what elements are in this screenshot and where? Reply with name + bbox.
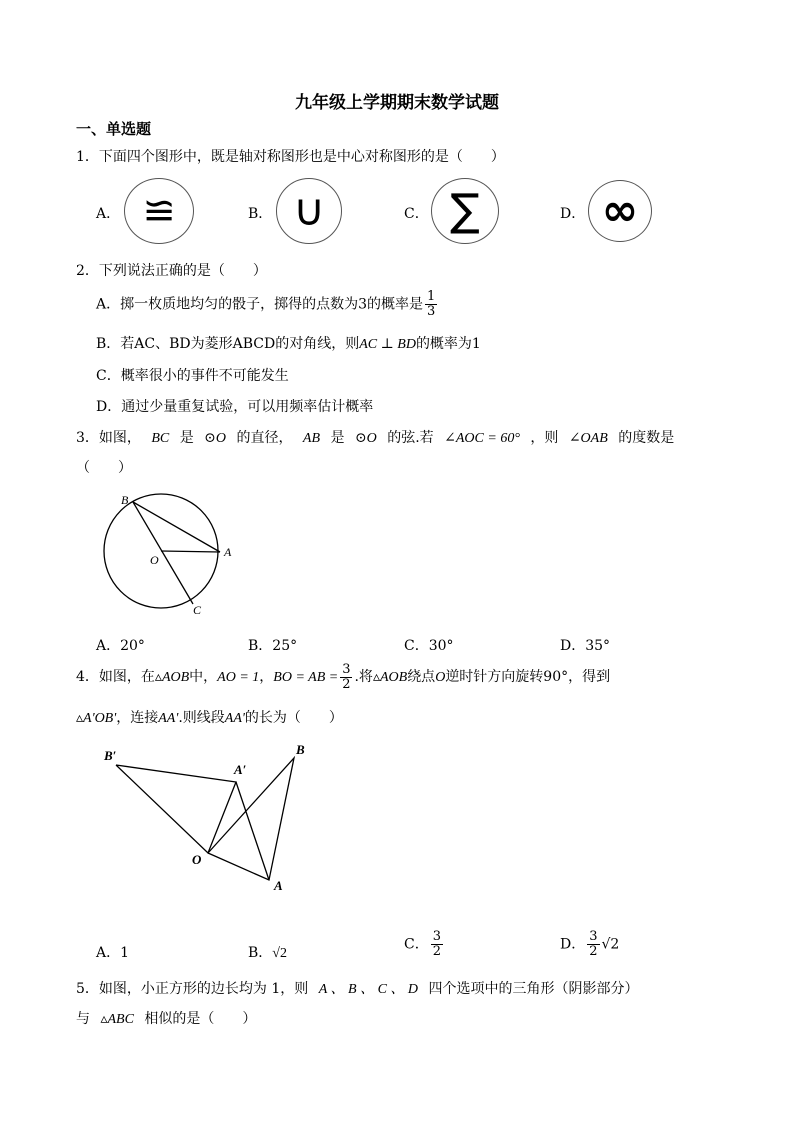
- q4-option-d-root: √2: [601, 936, 620, 953]
- q1-option-c-symbol: ∑: [450, 185, 480, 236]
- triangle-a-prime-o-b-prime: [116, 765, 236, 853]
- q4-math-tri-aob-2: ▵AOB: [372, 670, 408, 685]
- fraction-denominator: 2: [432, 944, 441, 959]
- fraction-denominator: 2: [589, 944, 598, 959]
- q4-math-bo-ab: BO = AB =: [273, 670, 339, 685]
- label-a-prime: A′: [234, 762, 247, 777]
- q1-option-b-label: B．: [248, 206, 273, 222]
- q3-text-3: 的直径，: [236, 430, 293, 446]
- q3-answer-paren: （ ）: [76, 460, 132, 476]
- question-2-stem: 2．下列说法正确的是（ ）: [76, 263, 267, 279]
- chord-ab: [133, 502, 220, 552]
- q3-math-circle-o: ⊙O: [204, 431, 227, 446]
- union-symbol-icon: [276, 178, 342, 244]
- q4-option-b-label: B．: [248, 945, 273, 961]
- q5-text-1: 5．如图，小正方形的边长均为 1，则: [76, 981, 309, 997]
- fraction-numerator: 3: [589, 929, 598, 944]
- q5-text-4: 相似的是（ ）: [144, 1011, 257, 1027]
- q3-text-1: 3．如图，: [76, 430, 141, 446]
- label-b: B: [121, 493, 129, 507]
- q5-math-tri-abc: ▵ABC: [100, 1012, 134, 1027]
- fraction-denominator: 2: [342, 676, 351, 692]
- q1-option-c-label: C．: [404, 206, 429, 222]
- label-o: O: [150, 553, 159, 567]
- q4-rotation-figure: [96, 738, 326, 898]
- page-title: 九年级上学期期末数学试题: [295, 93, 499, 113]
- infinity-symbol-icon: [588, 180, 652, 242]
- q4-text-7: ，连接: [116, 710, 159, 726]
- q3-text-2: 是: [179, 430, 194, 446]
- question-4-stem: [76, 662, 610, 693]
- label-o: O: [192, 852, 202, 867]
- q4-math-tri-aob-prime: ▵A'OB': [76, 711, 117, 726]
- q1-option-d-symbol: ∞: [601, 185, 639, 236]
- q3-text-5: 的弦.若: [387, 430, 434, 446]
- q3-circle-figure: [96, 488, 246, 618]
- label-c: C: [193, 603, 202, 617]
- q3-text-7: 的度数是: [618, 430, 675, 446]
- q1-option-a-symbol: ≌: [142, 188, 176, 234]
- q4-text-5: 绕点: [407, 669, 436, 685]
- diameter-bc: [133, 502, 193, 604]
- fraction-denominator: 3: [427, 304, 436, 319]
- q4-option-d-label: D．: [560, 936, 586, 953]
- segment-aa-prime: [236, 782, 269, 880]
- radius-oa: [161, 551, 220, 552]
- q4-option-d: [560, 930, 619, 959]
- q4-math-aa-prime-2: AA': [224, 711, 245, 726]
- question-4-stem-line2: [76, 707, 343, 727]
- q5-text-3: 与: [76, 1011, 90, 1027]
- fraction: [340, 663, 352, 692]
- q2-option-b-math: AC ⊥ BD: [359, 337, 416, 352]
- congruent-symbol-icon: [124, 178, 194, 244]
- q3-math-ab: AB: [302, 431, 321, 446]
- q3-math-circle-o-2: ⊙O: [354, 431, 377, 446]
- q4-math-tri-aob: ▵AOB: [154, 670, 190, 685]
- fraction-numerator: 3: [342, 661, 351, 677]
- q4-option-a: A．1: [96, 945, 130, 961]
- question-3-stem: [76, 427, 674, 447]
- q5-math-letters: A 、 B 、 C 、 D: [318, 982, 419, 997]
- q4-text-8: .则线段: [178, 710, 225, 726]
- question-5-stem-line2: [76, 1008, 256, 1028]
- q4-text-6: 逆时针方向旋转90°，得到: [445, 669, 611, 685]
- q4-text-1: 4．如图，在: [76, 669, 155, 685]
- section-heading: 一、单选题: [76, 120, 152, 138]
- fraction: [425, 290, 437, 319]
- q4-math-aa-prime: AA': [158, 711, 179, 726]
- sigma-symbol-icon: [431, 178, 499, 244]
- fraction-numerator: 1: [427, 289, 436, 304]
- q3-math-bc: BC: [151, 431, 170, 446]
- q4-option-c-label: C．: [404, 936, 429, 953]
- question-5-stem: [76, 978, 638, 998]
- q4-text-9: 的长为（ ）: [244, 710, 343, 726]
- q4-option-c: [404, 930, 445, 959]
- q1-option-d-label: D．: [560, 206, 586, 222]
- q1-option-a-label: A．: [96, 206, 121, 222]
- q2-option-a: [96, 290, 439, 319]
- q4-option-b-root: √2: [272, 946, 287, 961]
- q2-option-b: [96, 333, 481, 353]
- q2-option-d: D．通过少量重复试验，可以用频率估计概率: [96, 399, 374, 415]
- q1-option-b-symbol: ∪: [292, 185, 326, 236]
- q4-math-o: O: [435, 670, 446, 685]
- label-a: A: [224, 545, 232, 559]
- label-b: B: [296, 742, 305, 757]
- q3-math-angle-aoc: ∠AOC = 60°: [444, 431, 520, 446]
- q4-text-4: .将: [354, 669, 373, 685]
- q4-text-2: 中，: [189, 669, 218, 685]
- q3-text-6: ，则: [530, 430, 559, 446]
- q4-text-3: ，: [259, 669, 274, 685]
- fraction-numerator: 3: [432, 929, 441, 944]
- q2-option-b-tail: 的概率为1: [415, 336, 481, 352]
- q3-math-angle-oab: ∠OAB: [568, 431, 608, 446]
- q3-option-d: D．35°: [560, 638, 611, 654]
- q4-math-ao: AO = 1: [217, 670, 260, 685]
- q2-option-b-text: B．若AC、BD为菱形ABCD的对角线，则: [96, 336, 360, 352]
- fraction: [587, 930, 599, 959]
- q4-option-b: [248, 942, 287, 962]
- q2-option-c: C．概率很小的事件不可能发生: [96, 368, 289, 384]
- q3-option-c: C．30°: [404, 638, 454, 654]
- q5-text-2: 四个选项中的三角形（阴影部分）: [428, 981, 639, 997]
- fraction: [431, 930, 443, 959]
- question-1-stem: 1．下面四个图形中，既是轴对称图形也是中心对称图形的是（ ）: [76, 149, 505, 165]
- label-a: A: [274, 878, 283, 893]
- q3-text-4: 是: [330, 430, 345, 446]
- q3-option-b: B．25°: [248, 638, 298, 654]
- q3-option-a: A．20°: [96, 638, 145, 654]
- label-b-prime: B′: [104, 748, 117, 763]
- q2-option-a-text: A．掷一枚质地均匀的骰子，掷得的点数为3的概率是: [96, 296, 424, 313]
